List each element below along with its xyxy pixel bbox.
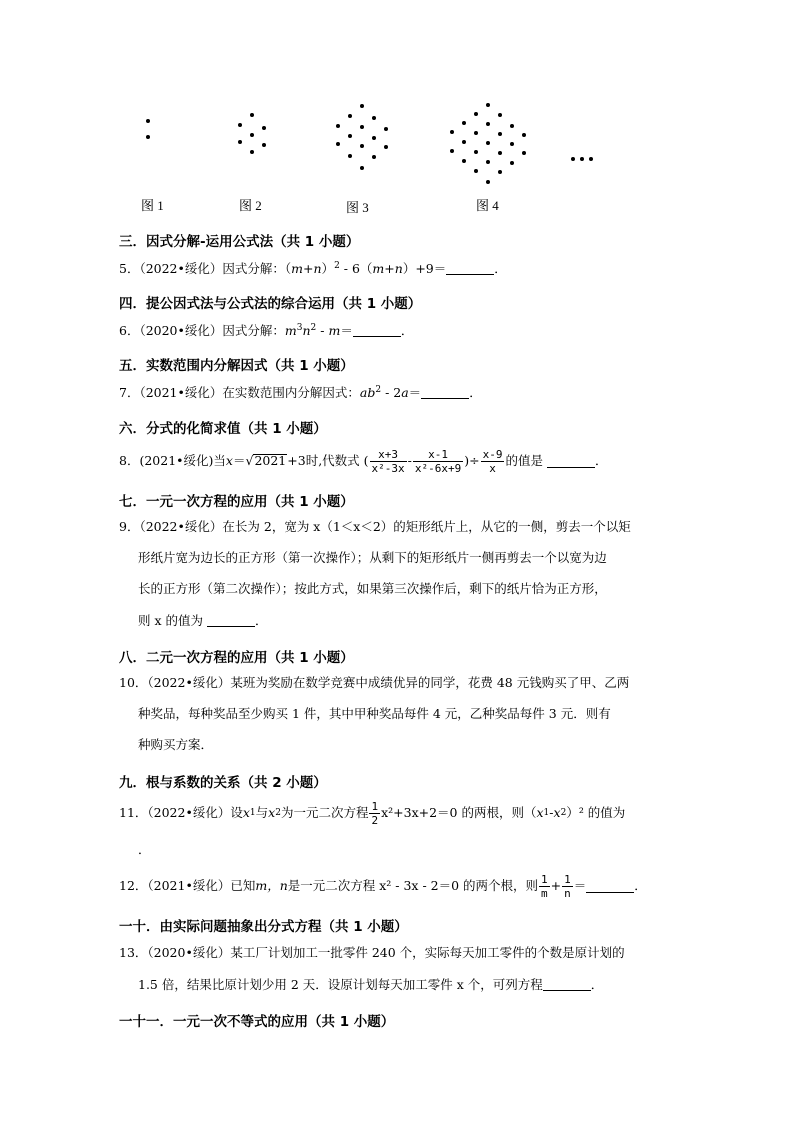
- ellipsis-dot: [580, 157, 584, 161]
- dot: [474, 150, 478, 154]
- answer-blank[interactable]: [446, 262, 494, 275]
- fraction-one-over-m: $\frac{1}{m}$: [541, 872, 548, 900]
- dot: [474, 169, 478, 173]
- question-6: 6．（2020•绥化）因式分解：$m^3n^2 - m=$ ．: [119, 323, 414, 338]
- dot: [384, 127, 388, 131]
- dot: [250, 150, 254, 154]
- ellipsis-dot: [589, 157, 593, 161]
- dot: [498, 132, 502, 136]
- dot: [474, 112, 478, 116]
- dot: [462, 159, 466, 163]
- dot: [498, 170, 502, 174]
- question-10-line-1: 10．（2022•绥化）某班为奖励在数学竞赛中成绩优异的同学，花费 48 元钱购买了甲、乙两: [119, 675, 630, 690]
- fraction: $\frac{x+3}{\text{x²-3x}}$: [371, 447, 405, 475]
- figure-2-label: 图 2: [239, 198, 262, 213]
- section-heading-11: 一十一．一元一次不等式的应用（共 1 小题）: [119, 1014, 395, 1030]
- question-12: 12．（2021•绥化）已知 m，n 是一元二次方程 x² - 3x - 2＝0 的两个根，则 $\frac{1}{m}$ + $\frac{1}{n}$ ＝ ．: [119, 872, 647, 900]
- dot: [360, 104, 364, 108]
- dot: [360, 125, 364, 129]
- figure-3-label: 图 3: [346, 200, 369, 215]
- dot: [372, 155, 376, 159]
- answer-blank[interactable]: [543, 978, 591, 991]
- dot: [360, 166, 364, 170]
- section-heading-5: 五．实数范围内分解因式（共 1 小题）: [119, 358, 354, 374]
- dot: [486, 122, 490, 126]
- fraction: $\frac{x-1}{\text{x²-6x+9}}$: [414, 447, 462, 475]
- figure-row: [0, 90, 794, 220]
- question-9-line-2: 形纸片宽为边长的正方形（第一次操作）；从剩下的矩形纸片一侧再剪去一个以宽为边: [138, 550, 607, 565]
- figure-4-label: 图 4: [476, 198, 499, 213]
- section-heading-10: 一十．由实际问题抽象出分式方程（共 1 小题）: [119, 919, 408, 935]
- section-heading-4: 四．提公因式法与公式法的综合运用（共 1 小题）: [119, 296, 422, 312]
- question-8: 8．(2021•绥化)当 x ＝ √ 2021 +3时,代数式 ( $\frac{x+3}{\text{x²-3x}}$ - $\frac{x-1}{\text{x²-6x+9}}$ )÷ $\frac{x-9}{x}$ 的值是 ．: [119, 447, 608, 475]
- answer-blank[interactable]: [353, 324, 401, 337]
- dot: [262, 126, 266, 130]
- dot: [450, 130, 454, 134]
- dot: [486, 180, 490, 184]
- question-9-line-3: 长的正方形（第二次操作）；按此方式，如果第三次操作后，剩下的纸片恰为正方形，: [138, 581, 607, 596]
- question-10-line-3: 种购买方案．: [138, 737, 214, 752]
- dot: [372, 116, 376, 120]
- fraction-one-half: $\frac{1}{2}$: [371, 799, 379, 827]
- question-11-line-1: 11．（2022•绥化）设 x 1 与 x 2 为一元二次方程 $\frac{1}{2}$ x²+3x+2＝0 的两根，则（ x 1 - x 2 ）² 的值为: [119, 799, 626, 827]
- dot: [384, 145, 388, 149]
- dot: [486, 103, 490, 107]
- dot: [450, 149, 454, 153]
- figure-1-label: 图 1: [141, 198, 164, 213]
- fraction: $\frac{x-9}{x}$: [482, 447, 503, 475]
- dot: [510, 161, 514, 165]
- dot: [486, 160, 490, 164]
- question-9-line-4: 则 x 的值为 ．: [138, 613, 268, 628]
- dot: [522, 151, 526, 155]
- dot: [474, 131, 478, 135]
- fraction-one-over-n: $\frac{1}{n}$: [564, 872, 571, 900]
- dot: [348, 134, 352, 138]
- question-13-line-1: 13．（2020•绥化）某工厂计划加工一批零件 240 个，实际每天加工零件的个数是原计划的: [119, 945, 625, 960]
- section-heading-7: 七．一元一次方程的应用（共 1 小题）: [119, 494, 354, 510]
- section-heading-8: 八．二元一次方程的应用（共 1 小题）: [119, 650, 354, 666]
- ellipsis-dot: [571, 157, 575, 161]
- question-13-line-2: 1.5 倍，结果比原计划少用 2 天．设原计划每天加工零件 x 个，可列方程 ．: [138, 977, 604, 992]
- dot: [498, 113, 502, 117]
- dot: [238, 140, 242, 144]
- question-10-line-2: 种奖品，每种奖品至少购买 1 件，其中甲种奖品每件 4 元，乙种奖品每件 3 元．则有: [138, 706, 611, 721]
- dot: [462, 140, 466, 144]
- question-9-line-1: 9．（2022•绥化）在长为 2，宽为 x（1＜x＜2）的矩形纸片上，从它的一侧，剪去一个以矩: [119, 519, 631, 534]
- section-heading-9: 九．根与系数的关系（共 2 小题）: [119, 775, 327, 791]
- dot: [336, 142, 340, 146]
- dot: [348, 154, 352, 158]
- dot: [372, 136, 376, 140]
- dot: [348, 114, 352, 118]
- answer-blank[interactable]: [547, 455, 595, 468]
- question-7: 7．（2021•绥化）在实数范围内分解因式：$ab^2 - 2a=$ ．: [119, 385, 482, 400]
- question-11-line-2: ．: [138, 842, 151, 857]
- section-heading-3: 三．因式分解-运用公式法（共 1 小题）: [119, 234, 360, 250]
- question-5: 5．（2022•绥化）因式分解：$(m+n)^2 - 6(m+n)+9=$ ．: [119, 261, 507, 276]
- dot: [250, 133, 254, 137]
- dot: [336, 124, 340, 128]
- dot: [462, 121, 466, 125]
- answer-blank[interactable]: [421, 386, 469, 399]
- dot: [146, 119, 150, 123]
- dot: [250, 113, 254, 117]
- dot: [360, 144, 364, 148]
- dot: [146, 135, 150, 139]
- dot: [510, 124, 514, 128]
- answer-blank[interactable]: [207, 614, 255, 627]
- section-heading-6: 六．分式的化简求值（共 1 小题）: [119, 421, 327, 437]
- dot: [486, 141, 490, 145]
- dot: [510, 142, 514, 146]
- answer-blank[interactable]: [586, 880, 634, 893]
- dot: [238, 123, 242, 127]
- dot-pattern-figures: [0, 90, 794, 220]
- dot: [262, 143, 266, 147]
- dot: [522, 133, 526, 137]
- dot: [498, 151, 502, 155]
